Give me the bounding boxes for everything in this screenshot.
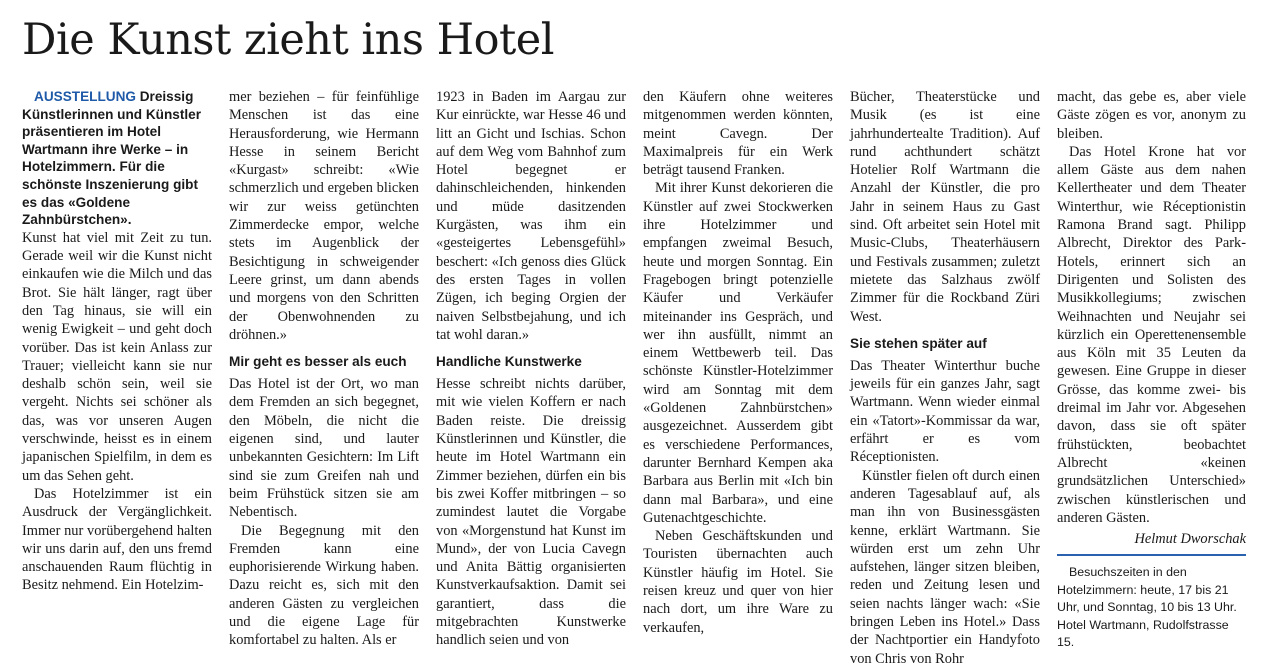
paragraph: Hesse schreibt nichts darüber, mit wie vielen Koffern er nach Baden reiste. Die dreissig Künstlerinnen und Künstler, die heute im Hotel Wartmann ein Zimmer beziehen, dürfen ein bis bis zwei Koffer mitbringen – so zumindest lautet die Vorgabe von «Morgenstund hat Kunst im Mund», der von Lucia Cavegn und Anita Bättig organisierten Kunstverkaufsaktion. Damit sei garantiert, dass die mitgebrachten Kunstwerke handlich seien und von: [436, 376, 626, 649]
paragraph: Mit ihrer Kunst dekorieren die Künstler auf zwei Stockwerken ihre Hotelzimmer und empfangen zweimal Besuch, heute und morgen Sonntag. Ein Fragebogen bringt potenzielle Käufer und Verkäufer miteinander ins Gespräch, und wer ihn ausfüllt, nimmt an einem Wettbewerb teil. Das schönste Künstler-Hotelzimmer wird am Sonntag mit dem «Goldenen Zahnbürstchen» ausgezeichnet. Ausserdem gibt es verschiedene Performances, darunter Bernhard Kempen aka Barbara aus Berlin mit «Ich bin dann mal Barbara», und eine Gutenachtgeschichte.: [643, 180, 833, 526]
paragraph: Das Hotelzimmer ist ein Ausdruck der Vergänglichkeit. Immer nur vorübergehend halten wir uns darin auf, den uns fremd anschauenden Raum flüchtig in Besitz nehmend. Ein Hotelzim-: [22, 485, 212, 594]
paragraph: Das Hotel Krone hat vor allem Gäste aus dem nahen Kellertheater und dem Theater Winterthur, wie Réceptionistin Ramona Brand sagt. Philipp Albrecht, Direktor des Park-Hotels, erinnert sich an Dirigenten und Solisten des Musikkollegiums; zwischen Weihnachten und Neujahr sei kürzlich ein Operettenensemble aus Köln mit 35 Leuten da gewesen. Eine Gruppe in dieser Grösse, das komme zwei- bis dreimal im Jahr vor. Abgesehen davon, dass sie oft später frühstückten, beobachtet Albrecht «keinen grundsätzlichen Unterschied» zwischen künstlerischen und anderen Gästen.: [1057, 143, 1246, 526]
paragraph: Kunst hat viel mit Zeit zu tun. Gerade weil wir die Kunst nicht einkaufen wie die Milch und das Brot. Sie hält länger, ragt über den Tag hinaus, sie will ein wenig Ewigkeit – und geht doch vorüber. Das ist kein Anlass zur Trauer; vielleicht kann sie nur deshalb schön sein, weil sie vergeht. Nichts sei schöner als das, was vor unseren Augen verschwinde, heisst es in einem japanischen Spielfilm, in dem es um das Sehen geht.: [22, 229, 212, 484]
column-2: [229, 88, 419, 650]
info-box: Besuchszeiten in den Hotelzimmern: heute, 17 bis 21 Uhr, und Sonntag, 10 bis 13 Uhr. Hotel Wartmann, Rudolfstrasse 15.: [1057, 565, 1237, 650]
column-1: [22, 88, 212, 595]
paragraph: 1923 in Baden im Aargau zur Kur einrückte, war Hesse 46 und litt an Gicht und Ischias. Schon auf dem Weg vom Bahnhof zum Hotel begegnet er dahinschleichenden, hinkenden und müde dasitzenden Kurgästen, was ihm ein «gesteigertes Lebensgefühl» beschert: «Ich genoss dies Glück des ersten Tages in vollen Zügen, ich beging Orgien der naiven Selbstbejahung, und ich tat wohl daran.»: [436, 89, 626, 343]
kicker: AUSSTELLUNG: [34, 89, 136, 104]
subheading: Mir geht es besser als euch: [229, 354, 407, 370]
lead-text: Dreissig Künstlerinnen und Künstler präsentieren im Hotel Wartmann ihre Werke – in Hotelzimmern. Für die schönste Inszenierung gibt es das «Goldene Zahnbürstchen».: [22, 89, 201, 228]
headline: Die Kunst zieht ins Hotel: [22, 15, 554, 65]
lead-paragraph: [22, 88, 212, 229]
paragraph: Das Hotel ist der Ort, wo man dem Fremden an sich begegnet, den Möbeln, die nicht die eigenen sind, und lauter unbekannten Gesichtern: Im Lift sind sie zum Greifen nah und beim Frühstück sitzen sie am Nebentisch.: [229, 376, 419, 521]
column-4: [643, 88, 833, 637]
column-3: [436, 88, 626, 650]
paragraph: mer beziehen – für feinfühlige Menschen ist das eine Herausforderung, wie Hermann Hesse in seinem Bericht «Kurgast» schreibt: «Wie schmerzlich und ergeben blicken wir zur weiss getünchten Zimmerdecke empor, welche stets im Augenblick der Besichtigung in schweigender Leere grinst, um dann abends und morgens von den Schritten der Obenwohnenden zu dröhnen.»: [229, 89, 419, 343]
author-byline: Helmut Dworschak: [1134, 531, 1246, 548]
paragraph: den Käufern ohne weiteres mitgenommen werden könnten, meint Cavegn. Der Maximalpreis für ein Werk beträgt tausend Franken.: [643, 89, 833, 179]
paragraph: Neben Geschäftskunden und Touristen übernachten auch Künstler häufig im Hotel. Sie reisen kreuz und quer von hier nach dort, um ihre Ware zu verkaufen,: [643, 528, 833, 636]
column-5: [850, 88, 1040, 668]
info-divider: [1057, 554, 1246, 556]
paragraph: Bücher, Theaterstücke und Musik (es ist eine jahrhundertealte Tradition). Auf rund achthundert schätzt Hotelier Rolf Wartmann die Anzahl der Künstler, die pro Jahr in seinem Haus zu Gast sind. Oft arbeitet sein Hotel mit Music-Clubs, Theaterhäusern und Festivals zusammen; zuletzt mietete das Salzhaus zwölf Zimmer für die Rockband Züri West.: [850, 89, 1040, 325]
subheading: Sie stehen später auf: [850, 335, 987, 351]
subheading: Handliche Kunstwerke: [436, 354, 582, 370]
paragraph: Die Begegnung mit den Fremden kann eine euphorisierende Wirkung haben. Dazu reicht es, sich mit den anderen Gästen zu vergleichen und die eigene Lage für komfortabel zu halten. Als er: [229, 522, 419, 649]
paragraph: macht, das gebe es, aber viele Gäste zögen es vor, anonym zu bleiben.: [1057, 89, 1246, 142]
paragraph: Künstler fielen oft durch einen anderen Tagesablauf auf, als man ihn von Businessgästen kenne, erklärt Wartmann. Sie würden erst um zehn Uhr aufstehen, länger sitzen bleiben, reden und Zeitung lesen und seien nachts länger wach: «Sie bringen Leben ins Hotel.» Dass der Nachtportier ein Handyfoto von Chris von Rohr: [850, 467, 1040, 667]
paragraph: Das Theater Winterthur buche jeweils für ein ganzes Jahr, sagt Wartmann. Wenn wieder einmal ein «Tatort»-Kommissar da war, erfährt er es vom Réceptionisten.: [850, 357, 1040, 466]
